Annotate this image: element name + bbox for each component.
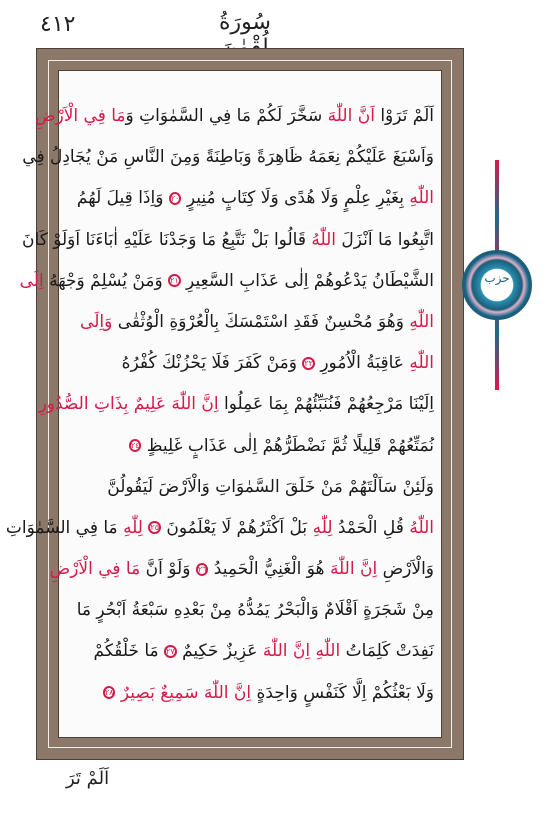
divine-name-text: وَاِلَى bbox=[80, 311, 113, 332]
verse-line bbox=[66, 467, 434, 508]
ayah-number-marker: ٢٤ bbox=[130, 441, 140, 450]
divine-name-text: اللّٰهُ bbox=[311, 229, 337, 250]
ayah-number-marker: ٢١ bbox=[170, 276, 179, 286]
verse-line bbox=[66, 178, 434, 219]
ayah-number-marker: ٢٢ bbox=[304, 358, 313, 368]
divine-name-text: سَمِيعٌ بَصِيرٌ bbox=[120, 682, 204, 703]
divine-name-text: اِنَّ اللّٰهَ عَلِيمٌ بِذَاتِ الصُّدُورِ bbox=[38, 394, 219, 415]
divine-name-text: اِنَّ اللّٰهَ bbox=[262, 641, 311, 662]
verse-text: مِنْ شَجَرَةٍ اَقْلَامٌ وَالْبَحْرُ يَمُدُّهُ مِنْ بَعْدِهِ سَبْعَةُ اَبْحُرٍ مَا bbox=[76, 600, 434, 621]
verse-line bbox=[66, 426, 434, 467]
verse-text: اَلَمْ تَرَوْا bbox=[374, 106, 434, 126]
divine-name-text: اللّٰهِ bbox=[409, 353, 434, 374]
verse-text: اتَّبِعُوا مَا اَنْزَلَ bbox=[336, 229, 434, 250]
verse-text: وَهُوَ مُحْسِنٌ فَقَدِ اسْتَمْسَكَ بِالْعُرْوَةِ الْوُثْقٰى bbox=[112, 311, 410, 332]
ayah-number-marker: ٢٨ bbox=[104, 688, 114, 698]
verse-text: بَلْ اَكْثَرُهُمْ لَا يَعْلَمُونَ bbox=[160, 517, 313, 538]
verse-text: وَلَا بَعْثُكُمْ اِلَّا كَنَفْسٍ وَاحِدَةٍ bbox=[251, 682, 434, 703]
verse-line bbox=[38, 384, 434, 425]
verse-text: نَفِدَتْ كَلِمَاتُ bbox=[340, 641, 434, 662]
hizb-label: حزب bbox=[484, 271, 510, 285]
verse-line bbox=[66, 631, 434, 672]
ayah-number-marker: ٢٥ bbox=[150, 523, 159, 533]
verse-text: قُلِ الْحَمْدُ bbox=[332, 517, 410, 538]
verse-line bbox=[66, 673, 434, 714]
verse-text: وَمَنْ يُسْلِمْ وَجْهَهُ bbox=[43, 270, 169, 291]
ayah-number-marker: ٢٦ bbox=[197, 564, 207, 574]
surah-title: سُورَةُ bbox=[219, 10, 271, 35]
divine-name-text: مَا فِي الْاَرْضِ bbox=[49, 559, 141, 580]
divine-name-text: اللّٰهِ bbox=[315, 641, 341, 662]
verse-text: اِلَيْنَا مَرْجِعُهُمْ فَنُنَبِّئُهُمْ بِمَا عَمِلُوا bbox=[218, 394, 434, 415]
verse-line bbox=[66, 302, 434, 343]
verse-text: وَالْاَرْضِ bbox=[377, 559, 434, 580]
verse-text: وَلَوْ اَنَّ bbox=[140, 559, 196, 580]
catchword: اَلَمْ تَرَ bbox=[66, 768, 110, 789]
divine-name-text: لِلّٰهِ bbox=[312, 517, 333, 538]
page-number: ٤١٢ bbox=[40, 12, 76, 37]
ayah-number-marker: ٢٠ bbox=[170, 193, 180, 203]
verse-text: وَمَنْ كَفَرَ فَلَا يَحْزُنْكَ كُفْرُهُ bbox=[121, 353, 303, 374]
divine-name-text: اِنَّ اللّٰهَ bbox=[203, 682, 252, 703]
ayah-number-marker: ٢٧ bbox=[166, 646, 175, 656]
verse-text: سَخَّرَ لَكُمْ مَا فِي السَّمٰوَاتِ وَ bbox=[125, 106, 328, 126]
verse-text: الشَّيْطَانُ يَدْعُوهُمْ اِلٰى عَذَابِ السَّعِيرِ bbox=[180, 270, 434, 291]
divine-name-text: اللّٰهِ bbox=[409, 188, 434, 209]
verse-line bbox=[22, 220, 434, 261]
divine-name-text: لِلّٰهِ bbox=[123, 517, 149, 538]
divine-name-text: اللّٰهِ bbox=[409, 311, 434, 332]
divine-name-text: اللّٰهُ bbox=[409, 517, 434, 538]
verse-text: نُمَتِّعُهُمْ قَلِيلًا ثُمَّ نَضْطَرُّهُمْ اِلٰى عَذَابٍ غَلِيظٍ bbox=[141, 435, 434, 456]
divine-name-text: اِنَّ اللّٰهَ bbox=[329, 559, 378, 580]
divine-name-text: مَا فِي الْاَرْضِ bbox=[34, 106, 126, 126]
verse-line bbox=[66, 590, 434, 631]
verse-line bbox=[66, 343, 434, 384]
verse-text: هُوَ الْغَنِيُّ الْحَمِيدُ bbox=[208, 559, 330, 580]
verse-text: وَلَئِنْ سَاَلْتَهُمْ مَنْ خَلَقَ السَّمٰوَاتِ وَالْاَرْضَ لَيَقُولُنَّ bbox=[107, 476, 434, 497]
divine-name-text: اِلَى bbox=[19, 270, 44, 291]
verse-text: مَا فِي السَّمٰوَاتِ bbox=[5, 517, 124, 538]
verse-text: مَا خَلْقُكُمْ bbox=[93, 641, 165, 662]
verse-text: وَاِذَا قِيلَ لَهُمُ bbox=[76, 188, 169, 209]
verse-text: وَاَسْبَغَ عَلَيْكُمْ نِعَمَهُ ظَاهِرَةً وَبَاطِنَةً وَمِنَ النَّاسِ مَنْ يُجَادِلُ فِي bbox=[22, 147, 434, 168]
verse-text: عَزِيزٌ حَكِيمٌ bbox=[176, 641, 263, 662]
verse-line bbox=[22, 137, 434, 178]
verse-line bbox=[19, 261, 434, 302]
verse-line bbox=[5, 508, 434, 549]
verse-text: بِغَيْرِ عِلْمٍ وَلَا هُدًى وَلَا كِتَابٍ مُنِيرٍ bbox=[181, 188, 410, 209]
divine-name-text: اَنَّ اللّٰهَ bbox=[327, 106, 375, 126]
page-header bbox=[0, 10, 550, 46]
verse-text: قَالُوا بَلْ نَتَّبِعُ مَا وَجَدْنَا عَلَيْهِ اٰبَاءَنَا اَوَلَوْ كَانَ bbox=[22, 229, 312, 250]
verse-lines bbox=[5, 96, 434, 714]
verse-line bbox=[34, 96, 434, 137]
verse-text: عَاقِبَةُ الْاُمُورِ bbox=[314, 353, 410, 374]
verse-line bbox=[49, 549, 434, 590]
